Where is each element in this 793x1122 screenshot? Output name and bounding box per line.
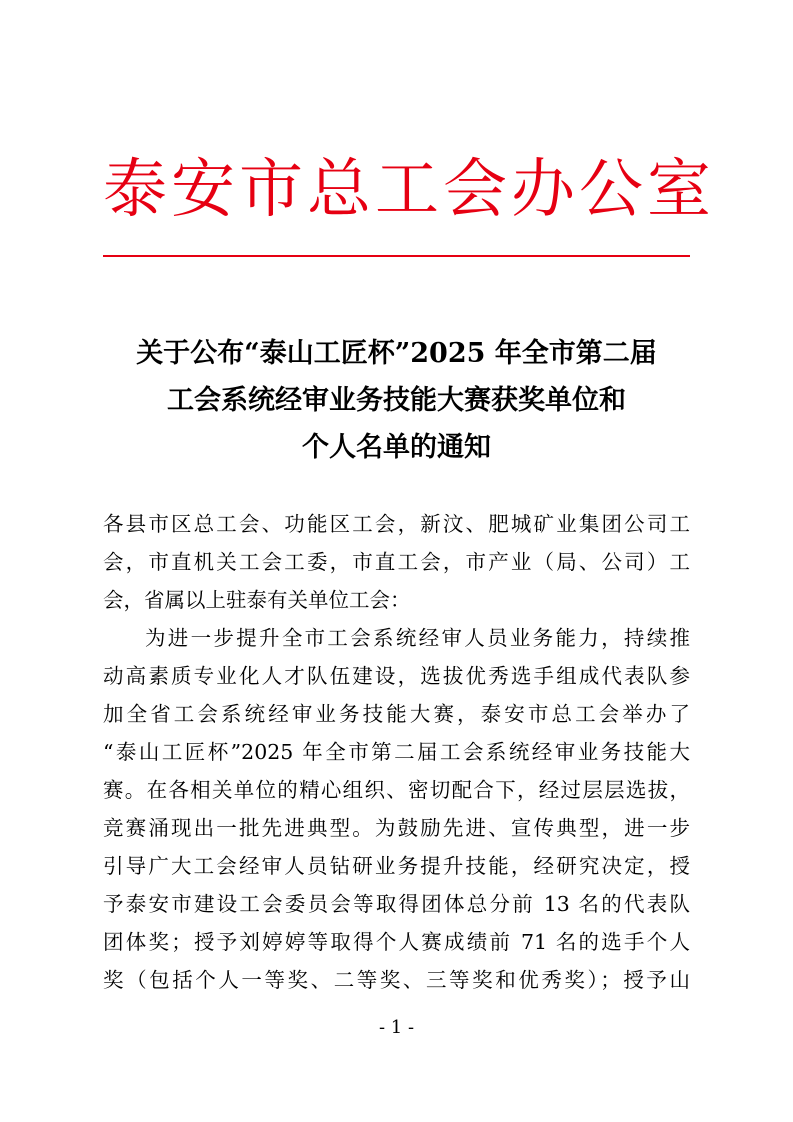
salutation-line-3: 会，省属以上驻泰有关单位工会： (103, 588, 411, 612)
body-line-4: “泰山工匠杯”2025 年全市第二届工会系统经审业务技能大 (103, 740, 690, 764)
salutation-line-1: 各县市区总工会、功能区工会，新汶、肥城矿业集团公司工 (103, 512, 690, 536)
body-line-7: 引导广大工会经审人员钻研业务提升技能，经研究决定，授 (103, 854, 690, 878)
body-line-1: 为进一步提升全市工会系统经审人员业务能力，持续推 (145, 626, 690, 650)
body-line-9: 团体奖；授予刘婷婷等取得个人赛成绩前 71 名的选手个人 (103, 930, 690, 954)
document-title-line-2: 工会系统经审业务技能大赛获奖单位和 (167, 385, 626, 416)
body-line-2: 动高素质专业化人才队伍建设，选拔优秀选手组成代表队参 (103, 664, 690, 688)
body-line-8: 予泰安市建设工会委员会等取得团体总分前 13 名的代表队 (103, 892, 690, 916)
body-line-6: 竞赛涌现出一批先进典型。为鼓励先进、宣传典型，进一步 (103, 816, 690, 840)
salutation-line-2: 会，市直机关工会工委，市直工会，市产业（局、公司）工 (103, 550, 690, 574)
document-title-line-1: 关于公布“泰山工匠杯”2025 年全市第二届 (136, 338, 657, 369)
body-line-5: 赛。在各相关单位的精心组织、密切配合下，经过层层选拔， (103, 778, 690, 802)
masthead-red-rule (103, 255, 690, 257)
page-number: - 1 - (378, 1017, 415, 1038)
masthead-org-name: 泰安市总工会办公室 (103, 153, 715, 227)
document-title-line-3: 个人名单的通知 (302, 432, 491, 463)
body-line-3: 加全省工会系统经审业务技能大赛，泰安市总工会举办了 (103, 702, 690, 726)
body-line-10: 奖（包括个人一等奖、二等奖、三等奖和优秀奖）；授予山 (103, 968, 690, 992)
